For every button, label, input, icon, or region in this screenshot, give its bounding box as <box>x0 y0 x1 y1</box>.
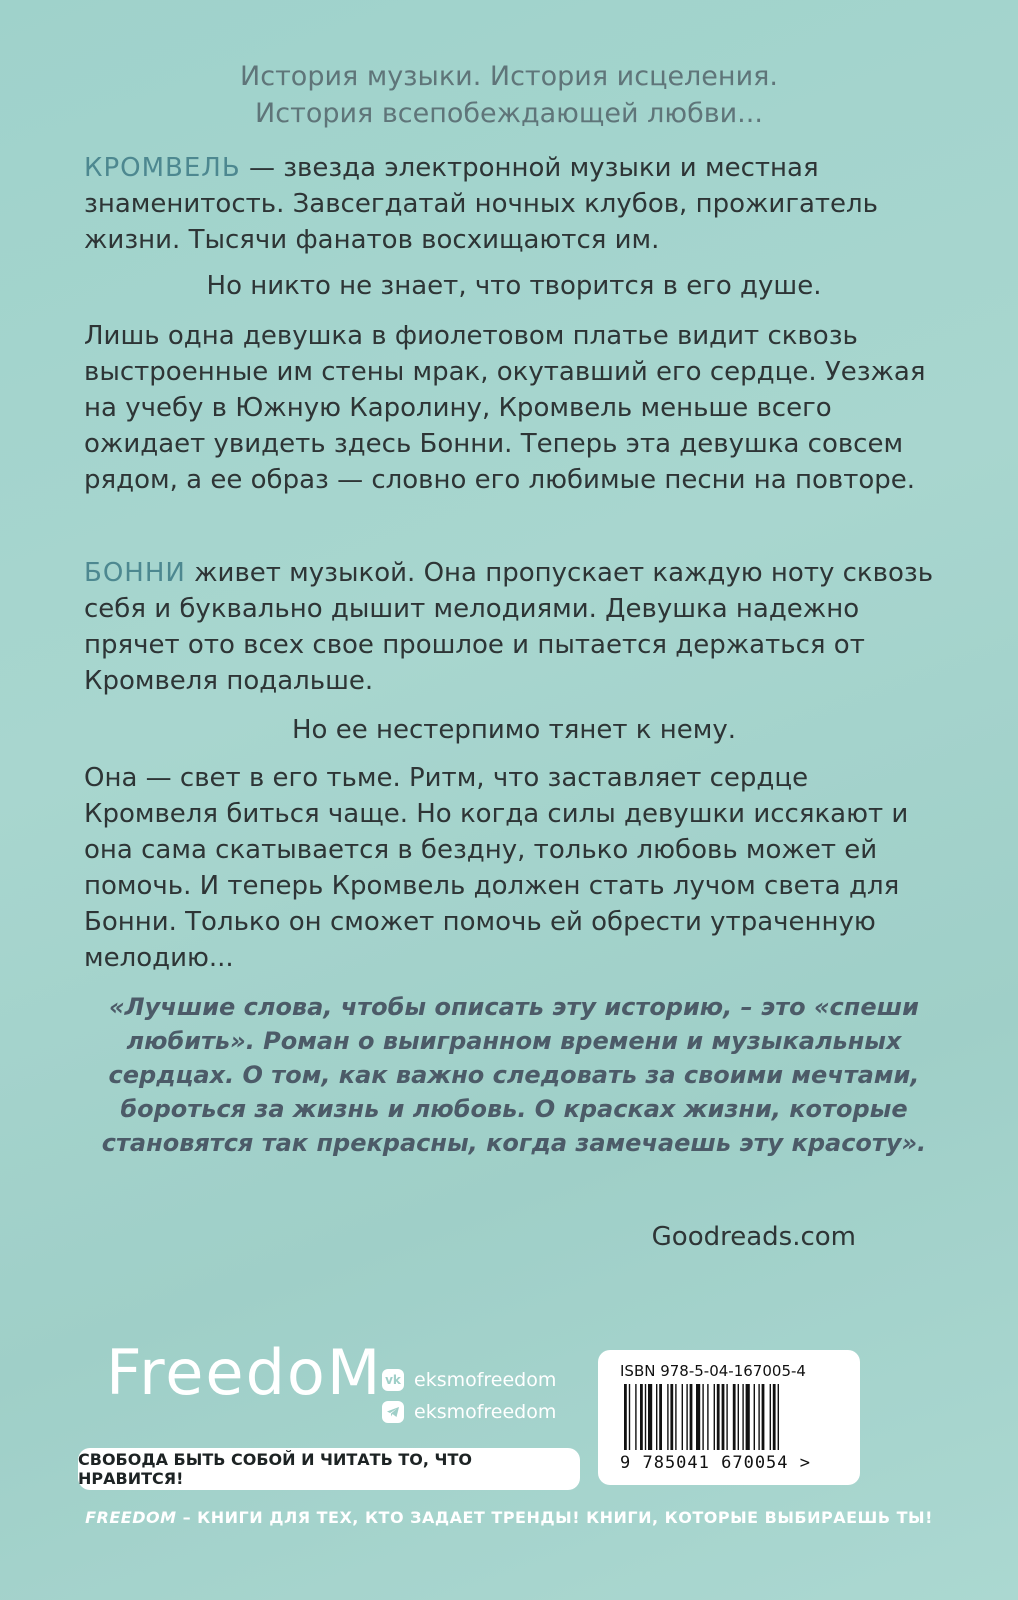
tagline-line-2: История всепобеждающей любви... <box>255 98 763 129</box>
footer-brand: FREEDOM <box>85 1508 177 1527</box>
vk-link[interactable] <box>382 1364 556 1396</box>
paragraph-light: Она — свет в его тьме. Ритм, что заставляет сердце Кромвеля биться чаще. Но когда силы девушки иссякают и она сама скатывается в бездну, только любовь может ей помочь. И теперь Кромвель должен стать лучом света для Бонни. Только он сможет помочь ей обрести утраченную мелодию... <box>84 763 909 973</box>
social-links <box>382 1364 556 1428</box>
bonnie-text: живет музыкой. Она пропускает каждую ноту сквозь себя и буквально дышит мелодиями. Девушка надежно прячет ото всех свое прошлое и пытается держаться от Кромвеля подальше. <box>84 558 934 696</box>
publisher-slogan: СВОБОДА БЫТЬ СОБОЙ И ЧИТАТЬ ТО, ЧТО НРАВИТСЯ! <box>78 1448 580 1490</box>
paragraph-cromwell <box>84 150 944 258</box>
tagline-line-1: История музыки. История исцеления. <box>240 61 778 92</box>
freedom-logo: FreedoM <box>106 1336 383 1409</box>
telegram-icon <box>382 1401 404 1423</box>
barcode-image <box>620 1384 840 1452</box>
vk-handle: eksmofreedom <box>414 1369 557 1391</box>
tagline <box>0 58 1018 132</box>
telegram-handle: eksmofreedom <box>414 1401 557 1423</box>
barcode-digits: 9 785041 670054 > <box>620 1453 811 1473</box>
paragraph-bonnie <box>84 555 944 699</box>
bonnie-name: БОННИ <box>84 558 186 588</box>
paragraph-girl: Лишь одна девушка в фиолетовом платье видит сквозь выстроенные им стены мрак, окутавший его сердце. Уезжая на учебу в Южную Каролину, Кромвель меньше всего ожидает увидеть здесь Бонни. Теперь эта девушка совсем рядом, а ее образ — словно его любимые песни на повторе. <box>84 321 926 495</box>
paragraph-attraction: Но ее нестерпимо тянет к нему. <box>291 715 737 745</box>
cromwell-text: — звезда электронной музыки и местная знаменитость. Завсегдатай ночных клубов, прожигатель жизни. Тысячи фанатов восхищаются им. <box>84 153 878 255</box>
telegram-link[interactable] <box>382 1396 556 1428</box>
vk-icon: vk <box>382 1369 404 1391</box>
footer-text: – КНИГИ ДЛЯ ТЕХ, КТО ЗАДАЕТ ТРЕНДЫ! КНИГИ, КОТОРЫЕ ВЫБИРАЕШЬ ТЫ! <box>176 1508 933 1527</box>
barcode-panel <box>598 1350 860 1485</box>
footer-tagline <box>0 1508 1018 1527</box>
isbn-number: ISBN 978-5-04-167005-4 <box>620 1362 806 1380</box>
review-quote: «Лучшие слова, чтобы описать эту историю, – это «спеши любить». Роман о выигранном времени и музыкальных сердцах. О том, как важно следовать за своими мечтами, бороться за жизнь и любовь. О красках жизни, которые становятся так прекрасны, когда замечаешь эту красоту». <box>101 993 927 1157</box>
cromwell-name: КРОМВЕЛЬ <box>84 153 241 183</box>
paragraph-soul: Но никто не знает, что творится в его душе. <box>206 271 822 301</box>
quote-source: Goodreads.com <box>651 1222 856 1252</box>
